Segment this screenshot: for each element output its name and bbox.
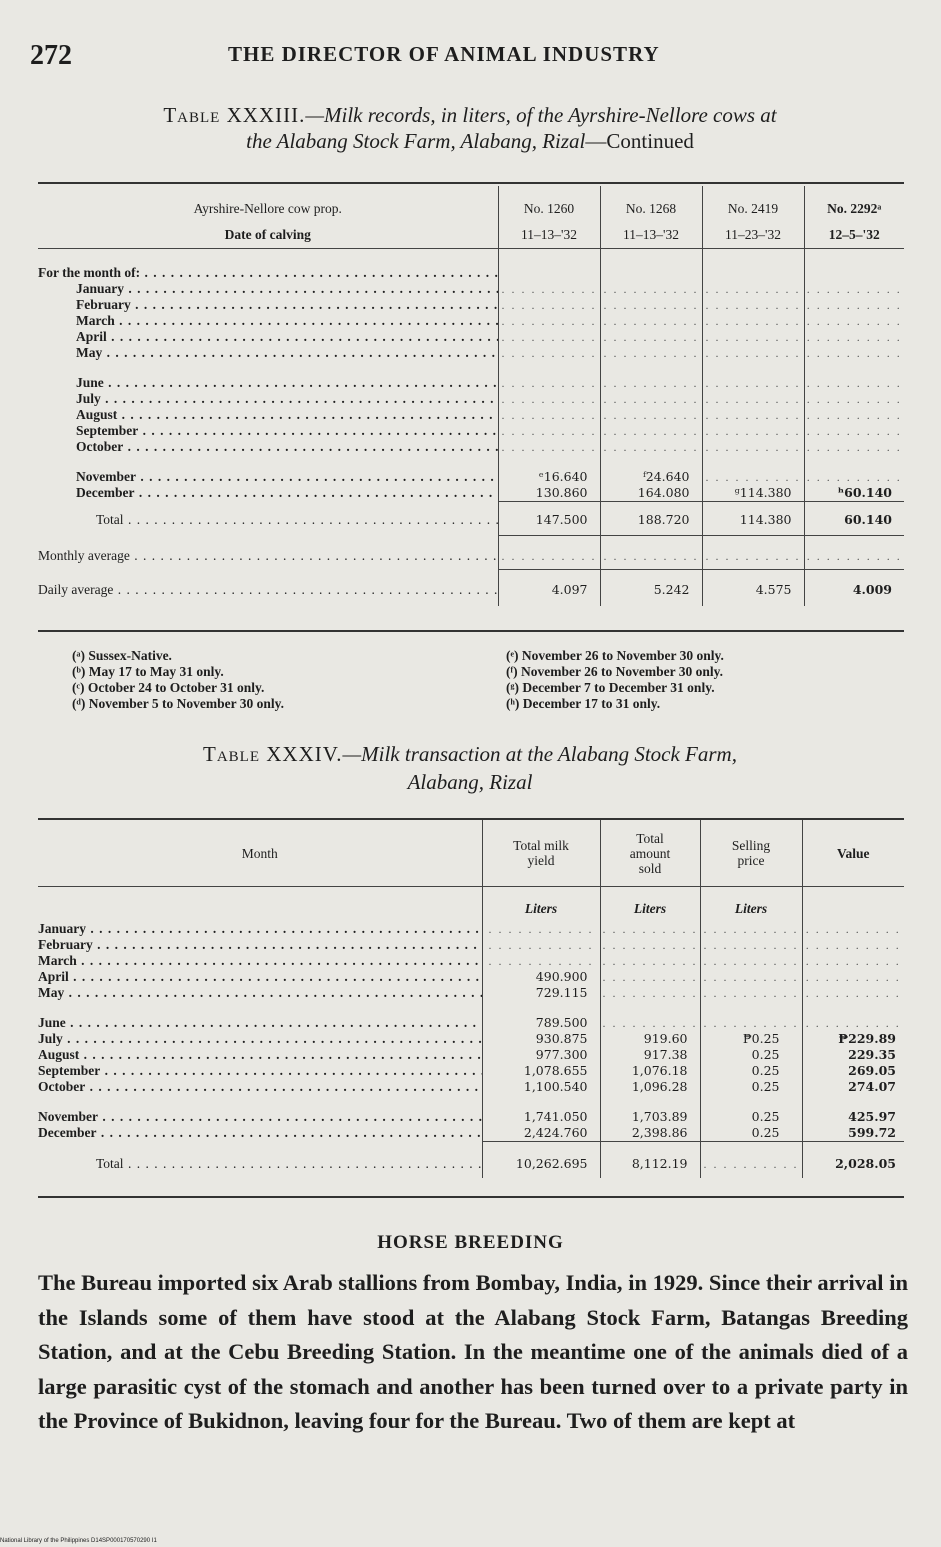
table-34-caption-text-1: —Milk transaction at the Alabang Stock Farm,	[342, 742, 737, 766]
total-sold: 8,112.19	[631, 1156, 688, 1171]
table-33-caption	[30, 102, 910, 154]
yield-value: 789.500	[535, 1015, 588, 1030]
month-row: February . . .	[76, 297, 498, 313]
cow-number: No. 1260	[523, 201, 575, 216]
footnote: (ᶠ) November 26 to November 30 only.	[506, 664, 723, 679]
month-row: June . . .	[38, 1015, 482, 1031]
section-heading: HORSE BREEDING	[377, 1232, 564, 1253]
daily-average-value: 5.242	[653, 582, 690, 597]
footnote: (ʰ) December 17 to 31 only.	[506, 696, 661, 711]
total-value: 2,028.05	[835, 1156, 896, 1171]
calving-date: 11–13–'32	[623, 227, 679, 242]
table-34-caption	[30, 740, 910, 796]
sold-value: 1,076.18	[631, 1063, 688, 1078]
daily-average-value: 4.575	[755, 582, 792, 597]
value-amount: 599.72	[848, 1125, 896, 1140]
yield-value: 930.875	[535, 1031, 588, 1046]
sold-value: 917.38	[643, 1047, 688, 1062]
table-34-caption-text-2: Alabang, Rizal	[407, 770, 533, 794]
header-amount-sold: Total amount sold	[629, 830, 671, 876]
table-33-top-rule	[38, 182, 904, 184]
month-row: March . . .	[76, 313, 498, 329]
cow-number: No. 1268	[625, 201, 677, 216]
sold-value: 1,703.89	[631, 1109, 688, 1124]
table-34-bottom-rule	[38, 1196, 904, 1198]
month-row: June . . .	[76, 375, 498, 391]
table-33-header-cow-prop: Ayrshire-Nellore cow prop.	[193, 201, 342, 216]
table-33-caption-text-2: the Alabang Stock Farm, Alabang, Rizal	[246, 129, 586, 153]
daily-average-label: Daily average . . .	[38, 582, 498, 598]
unit-label: Liters	[524, 901, 558, 916]
footnote: (ᶜ) October 24 to October 31 only.	[72, 680, 265, 695]
month-row: January . . .	[38, 921, 482, 937]
month-row: April . . .	[38, 969, 482, 985]
month-row: August . . .	[38, 1047, 482, 1063]
footnotes-right	[506, 648, 724, 712]
header-value: Value	[836, 845, 870, 861]
yield-value: 729.115	[535, 985, 588, 1000]
month-row: March . . .	[38, 953, 482, 969]
table-33-bottom-rule	[38, 630, 904, 632]
month-row: February . . .	[38, 937, 482, 953]
price-value: ₱0.25	[742, 1031, 780, 1046]
page-number: 272	[30, 40, 72, 71]
for-the-month-label: For the month of: . . .	[38, 265, 498, 281]
sold-value: 1,096.28	[631, 1079, 688, 1094]
header-selling-price: Selling price	[731, 838, 771, 868]
total-label: Total . . .	[96, 1156, 482, 1172]
total-label: Total . . .	[96, 512, 498, 528]
month-row: August . . .	[76, 407, 498, 423]
month-row: September . . .	[76, 423, 498, 439]
monthly-average-label: Monthly average . . .	[38, 548, 498, 564]
month-row: July . . .	[76, 391, 498, 407]
calving-date: 11–13–'32	[521, 227, 577, 242]
price-value: 0.25	[751, 1079, 780, 1094]
month-row: July . . .	[38, 1031, 482, 1047]
december-value: ᵍ114.380	[734, 485, 792, 500]
body-paragraph: The Bureau imported six Arab stallions from Bombay, India, in 1929. Since their arrival in the Islands some of them have stood at the Alabang Stock Farm, Batangas Breeding Station, and at the Cebu Breeding Station. In the meantime one of the animals died of a large parasitic cyst of the stomach and another has been turned over to a private party in the Province of Bukidnon, leaving four for the Bureau. Two of them are kept at	[38, 1270, 908, 1433]
yield-value: 490.900	[535, 969, 588, 984]
month-row: April . . .	[76, 329, 498, 345]
calving-date: 12–5–'32	[828, 227, 880, 242]
december-value: ʰ60.140	[837, 485, 892, 500]
footnote: (ᵉ) November 26 to November 30 only.	[506, 648, 724, 663]
daily-average-value: 4.009	[852, 582, 892, 597]
sold-value: 919.60	[643, 1031, 688, 1046]
total-value: 114.380	[739, 512, 792, 527]
price-value: 0.25	[751, 1047, 780, 1062]
footnote: (ᵃ) Sussex-Native.	[72, 648, 172, 663]
month-row: September . . .	[38, 1063, 482, 1079]
table-33-caption-continued: —Continued	[585, 129, 694, 153]
total-value: 60.140	[844, 512, 892, 527]
total-value: 147.500	[535, 512, 588, 527]
footnotes-left	[72, 648, 284, 712]
value-amount: ₱229.89	[838, 1031, 896, 1046]
yield-value: 1,100.540	[523, 1079, 588, 1094]
november-value: ᵉ16.640	[538, 469, 588, 484]
header-month: Month	[241, 845, 278, 861]
price-value: 0.25	[751, 1063, 780, 1078]
table-33-caption-lead: Table XXXIII.	[163, 103, 306, 127]
value-amount: 274.07	[848, 1079, 896, 1094]
month-row: December . . .	[76, 485, 498, 501]
footnote: (ᵇ) May 17 to May 31 only.	[72, 664, 224, 679]
month-row: January . . .	[76, 281, 498, 297]
table-33-header-date: Date of calving	[224, 227, 311, 242]
value-amount: 269.05	[848, 1063, 896, 1078]
value-amount: 425.97	[848, 1109, 896, 1124]
price-value: 0.25	[751, 1109, 780, 1124]
month-row: October . . .	[38, 1079, 482, 1095]
running-head: THE DIRECTOR OF ANIMAL INDUSTRY	[228, 42, 660, 66]
month-row: May . . .	[38, 985, 482, 1001]
table-34-caption-lead: Table XXXIV.	[203, 742, 343, 766]
table-33-caption-text-1: —Milk records, in liters, of the Ayrshire-Nellore cows at	[305, 103, 777, 127]
december-value: 164.080	[637, 485, 690, 500]
month-row: November . . .	[38, 1109, 482, 1125]
yield-value: 1,078.655	[523, 1063, 588, 1078]
daily-average-value: 4.097	[551, 582, 588, 597]
cow-number: No. 2419	[727, 201, 779, 216]
november-value: ᶠ24.640	[642, 469, 690, 484]
header-total-yield: Total milk yield	[513, 838, 569, 868]
month-row: October . . .	[76, 439, 498, 455]
month-row: November . . .	[76, 469, 498, 485]
month-row: May . . .	[76, 345, 498, 361]
sold-value: 2,398.86	[631, 1125, 688, 1140]
footer-text: National Library of the Philippines D14SP000170570290 I1	[0, 1538, 157, 1544]
footnote: (ᵈ) November 5 to November 30 only.	[72, 696, 285, 711]
unit-label: Liters	[633, 901, 667, 916]
calving-date: 11–23–'32	[725, 227, 781, 242]
price-value: 0.25	[751, 1125, 780, 1140]
total-yield: 10,262.695	[515, 1156, 588, 1171]
table-33: Ayrshire-Nellore cow prop. Date of calving No. 1260 11–13–'32 No. 1268 11–13–'32 No. 2419 11–23–'32 No. 2292ᵃ 12–5–'32 For the month of: . . . January . . . February . . . March . . . April . . . May . . . June . . . July . . . August . . . September . . . October . . . November . . . December . . . . . . . . . . . . . . . . . . . . . . . . . . . . . . . . . . . . . . . . . . . . . . . . . . . . . . . . . . . . . . . . . . . . . . . . . . . . . . . . . . . . . . . . . . . . . . . . . . . . . . . ᵉ16.640 130.860 . . . . . . . . . . . . . . . . . . . . . . . . . . . . . . . . . . . . . . . . . . . . . . . . . . . . . . . . . . . . . . . . . . . . . . . . . . . . . . . . . . . . . . . . . . . . . . . . . . . . ᶠ24.640 164.080 . . . . . . . . . . . . . . . . . . . . . . . . . . . . . . . . . . . . . . . . . . . . . . . . . . . . . . . . . . . . . . . . . . . . . . . . . . . . . . . . . . . . . . . . . . . . . . . . . . . . . . . . . . . . . . ᵍ114.380 . . . . . . . . . . . . . . . . . . . . . . . . . . . . . . . . . . . . . . . . . . . . . . . . . . . . . . . . . . . . . . . . . . . . . . . . . . . . . . . . . . . . . . . . . . . . . . . . . . . . . . . . . . . . . . ʰ60.140 Total . . . 147.500 188.720 114.380 60.140 Monthly average . . . . . . . . . . . . . . . . . . . . . . . . . . . . . . . . . . . . . . . . . . . Daily average . . . 4.097 5.242 4.575 4.009	[38, 186, 904, 606]
cow-number: No. 2292ᵃ	[827, 201, 882, 216]
footnote: (ᵍ) December 7 to December 31 only.	[506, 680, 715, 695]
yield-value: 977.300	[535, 1047, 588, 1062]
value-amount: 229.35	[848, 1047, 896, 1062]
december-value: 130.860	[535, 485, 588, 500]
yield-value: 2,424.760	[523, 1125, 588, 1140]
yield-value: 1,741.050	[523, 1109, 588, 1124]
table-34: Month Total milk yield Total amount sold Selling price Value January . . . February . . . March . . . April . . . May . . . June . . . July . . . August . . . September . . . October . . . November . . . December . . . Liters . . . . . . . . . . . . . . . . . . . . . . . . . . . . . . . . . 490.900 729.115 789.500 930.875 977.300 1,078.655 1,100.540 1,741.050 2,424.760 Liters . . . . . . . . . . . . . . . . . . . . . . . . . . . . . . . . . . . . . . . . . . . . . . . . . . . . . . . . . . . . 919.60 917.38 1,076.18 1,096.28 1,703.89 2,398.86 Liters . . . . . . . . . . . . . . . . . . . . . . . . . . . . . . . . . . . . . . . . . . . . . . . . . . . . . . . . . . . . ₱0.25 0.25 0.25 0.25 0.25 0.25 . . . . . . . . . . . . . . . . . . . . . . . . . . . . . . . . . . . . . . . . . . . . . . . . . . . . . . . . . . . . ₱229.89 229.35 269.05 274.07 425.97 599.72 Total . . . 10,262.695 8,112.19 . . . . . . . . . . 2,028.05	[38, 820, 904, 1178]
unit-label: Liters	[734, 901, 768, 916]
total-value: 188.720	[637, 512, 690, 527]
month-row: December . . .	[38, 1125, 482, 1141]
